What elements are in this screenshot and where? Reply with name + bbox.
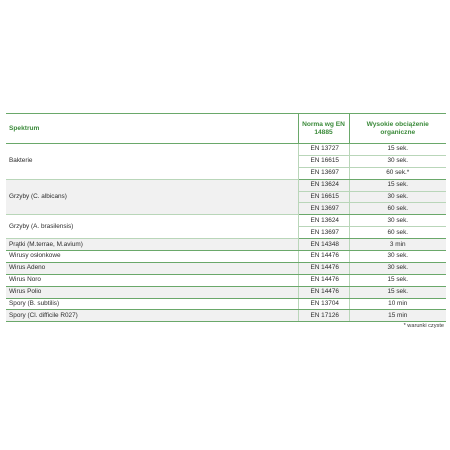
- time-cell: 3 min: [349, 239, 446, 251]
- time-cell: 15 sek.: [349, 286, 446, 298]
- table-row: [6, 251, 446, 263]
- spectrum-cell: Wirus Adeno: [6, 262, 298, 274]
- table-row: [6, 286, 446, 298]
- spectrum-cell: Spory (B. subtilis): [6, 298, 298, 310]
- time-cell: 30 sek.: [349, 251, 446, 263]
- table-row: [6, 144, 446, 156]
- spectrum-cell: Wirusy osłonkowe: [6, 251, 298, 263]
- norm-cell: EN 13697: [298, 227, 349, 239]
- spectrum-cell: Grzyby (A. brasilensis): [6, 215, 298, 239]
- time-cell: 30 sek.: [349, 215, 446, 227]
- table-body: [6, 144, 446, 322]
- time-cell: 30 sek.: [349, 191, 446, 203]
- time-cell: 60 sek.*: [349, 167, 446, 179]
- norm-cell: EN 16615: [298, 191, 349, 203]
- table-row: [6, 179, 446, 191]
- table-header-row: [6, 114, 446, 144]
- time-cell: 15 sek.: [349, 274, 446, 286]
- spectrum-cell: Wirus Noro: [6, 274, 298, 286]
- table-row: [6, 298, 446, 310]
- time-cell: 30 sek.: [349, 262, 446, 274]
- spectrum-cell: Spory (Cl. difficile R027): [6, 310, 298, 322]
- header-organic-load: Wysokie obciążenie organiczne: [349, 114, 446, 144]
- time-cell: 15 sek.: [349, 144, 446, 156]
- spectrum-cell: Prątki (M.terrae, M.avium): [6, 239, 298, 251]
- norm-cell: EN 14476: [298, 251, 349, 263]
- table-row: [6, 310, 446, 322]
- norm-cell: EN 13624: [298, 215, 349, 227]
- norm-cell: EN 14476: [298, 262, 349, 274]
- table-row: [6, 274, 446, 286]
- time-cell: 15 min: [349, 310, 446, 322]
- time-cell: 10 min: [349, 298, 446, 310]
- norm-cell: EN 13704: [298, 298, 349, 310]
- table-row: [6, 262, 446, 274]
- norm-cell: EN 17126: [298, 310, 349, 322]
- norm-cell: EN 13697: [298, 167, 349, 179]
- norm-cell: EN 14348: [298, 239, 349, 251]
- table-row: [6, 215, 446, 227]
- norm-cell: EN 13624: [298, 179, 349, 191]
- norm-cell: EN 13727: [298, 144, 349, 156]
- norm-cell: EN 16615: [298, 155, 349, 167]
- norm-cell: EN 13697: [298, 203, 349, 215]
- norm-cell: EN 14476: [298, 274, 349, 286]
- footnote: * warunki czyste: [403, 323, 444, 329]
- spectrum-cell: Wirus Polio: [6, 286, 298, 298]
- spectrum-cell: Grzyby (C. albicans): [6, 179, 298, 215]
- header-norm: Norma wg EN 14885: [298, 114, 349, 144]
- spectrum-cell: Bakterie: [6, 144, 298, 180]
- table-row: [6, 239, 446, 251]
- time-cell: 60 sek.: [349, 227, 446, 239]
- header-spectrum: Spektrum: [6, 114, 298, 144]
- disinfection-spectrum-table: [6, 113, 446, 322]
- time-cell: 30 sek.: [349, 155, 446, 167]
- norm-cell: EN 14476: [298, 286, 349, 298]
- time-cell: 15 sek.: [349, 179, 446, 191]
- time-cell: 60 sek.: [349, 203, 446, 215]
- spectrum-table: [6, 113, 446, 322]
